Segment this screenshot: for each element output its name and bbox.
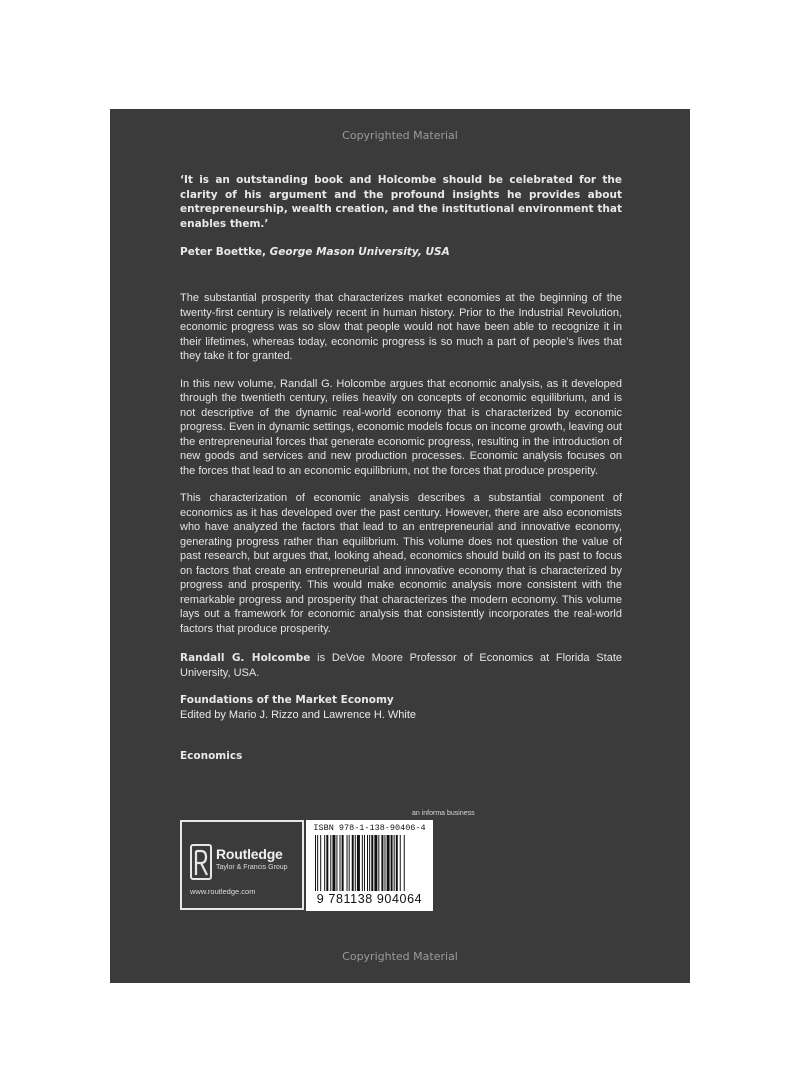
cover-content: [180, 173, 622, 762]
publisher-logo: [180, 820, 304, 910]
routledge-r-icon: [190, 844, 212, 880]
barcode-number: 9 781138 904064: [316, 892, 423, 906]
isbn-barcode: [306, 820, 433, 911]
copyright-watermark-top: Copyrighted Material: [342, 129, 458, 142]
description-paragraph-2: In this new volume, Randall G. Holcombe argues that economic analysis, as it developed through the twentieth century, relies heavily on concepts of economic equilibrium, and is not descriptive of the dynamic real-world economy that is characterized by economic progress. Even in dynamic settings, economic models focus on income growth, leaving out the entrepreneurial forces that generate economic progress, resulting in the introduction of new goods and services and new production processes. Economic analysis focuses on the forces that lead to an economic equilibrium, not the forces that produce prosperity.: [180, 377, 622, 477]
informa-tagline: an informa business: [412, 810, 475, 817]
endorsement-author: Peter Boettke,: [180, 246, 266, 258]
series-editors: Edited by Mario J. Rizzo and Lawrence H. White: [180, 708, 416, 721]
publisher-url: www.routledge.com: [190, 887, 256, 896]
description-paragraph-1: The substantial prosperity that characterizes market economies at the beginning of the twenty-first century is relatively recent in human history. Prior to the Industrial Revolution, economic progress was so slow that people would not have been able to recognize it in their lifetimes, whereas today, economic progress is so much a part of people’s lives that they take it for granted.: [180, 292, 622, 362]
description-paragraph-3: This characterization of economic analysis describes a substantial component of economics as it has developed over the past century. However, there are also economists who have analyzed the factors that lead to an entrepreneurial and innovative economy, generating progress rather than equilibrium. This volume does not question the value of past research, but argues that, looking ahead, economics should build on its past to focus on factors that create an entrepreneurial and innovative economy that is characterized by progress and prosperity. This would make economic analysis more consistent with the remarkable progress and prosperity that characterizes the modern economy. This volume lays out a framework for economic analysis that consistently incorporates the real-world factors that produce prosperity.: [180, 492, 622, 635]
publisher-group: Taylor & Francis Group: [216, 864, 288, 871]
publisher-name: Routledge: [216, 846, 283, 862]
barcode-icon: [315, 835, 424, 891]
isbn-label: ISBN 978-1-138-90406-4: [313, 823, 426, 833]
series-title: Foundations of the Market Economy: [180, 694, 394, 706]
endorsement-quote: ‘It is an outstanding book and Holcombe should be celebrated for the clarity of his argument and the profound insights he provides about entrepreneurship, wealth creation, and the institutional environment that enables them.’: [180, 174, 622, 230]
endorsement-attribution: [180, 246, 622, 258]
series-block: [180, 693, 622, 722]
author-bio-text: is DeVoe Moore Professor of Economics at Florida State University, USA.: [180, 652, 622, 679]
author-name: Randall G. Holcombe: [180, 652, 311, 664]
author-bio: [180, 651, 622, 680]
copyright-watermark-bottom: Copyrighted Material: [342, 950, 458, 963]
back-cover: [110, 109, 690, 983]
endorsement-affiliation: George Mason University, USA: [269, 246, 450, 258]
subject-category: Economics: [180, 750, 243, 762]
